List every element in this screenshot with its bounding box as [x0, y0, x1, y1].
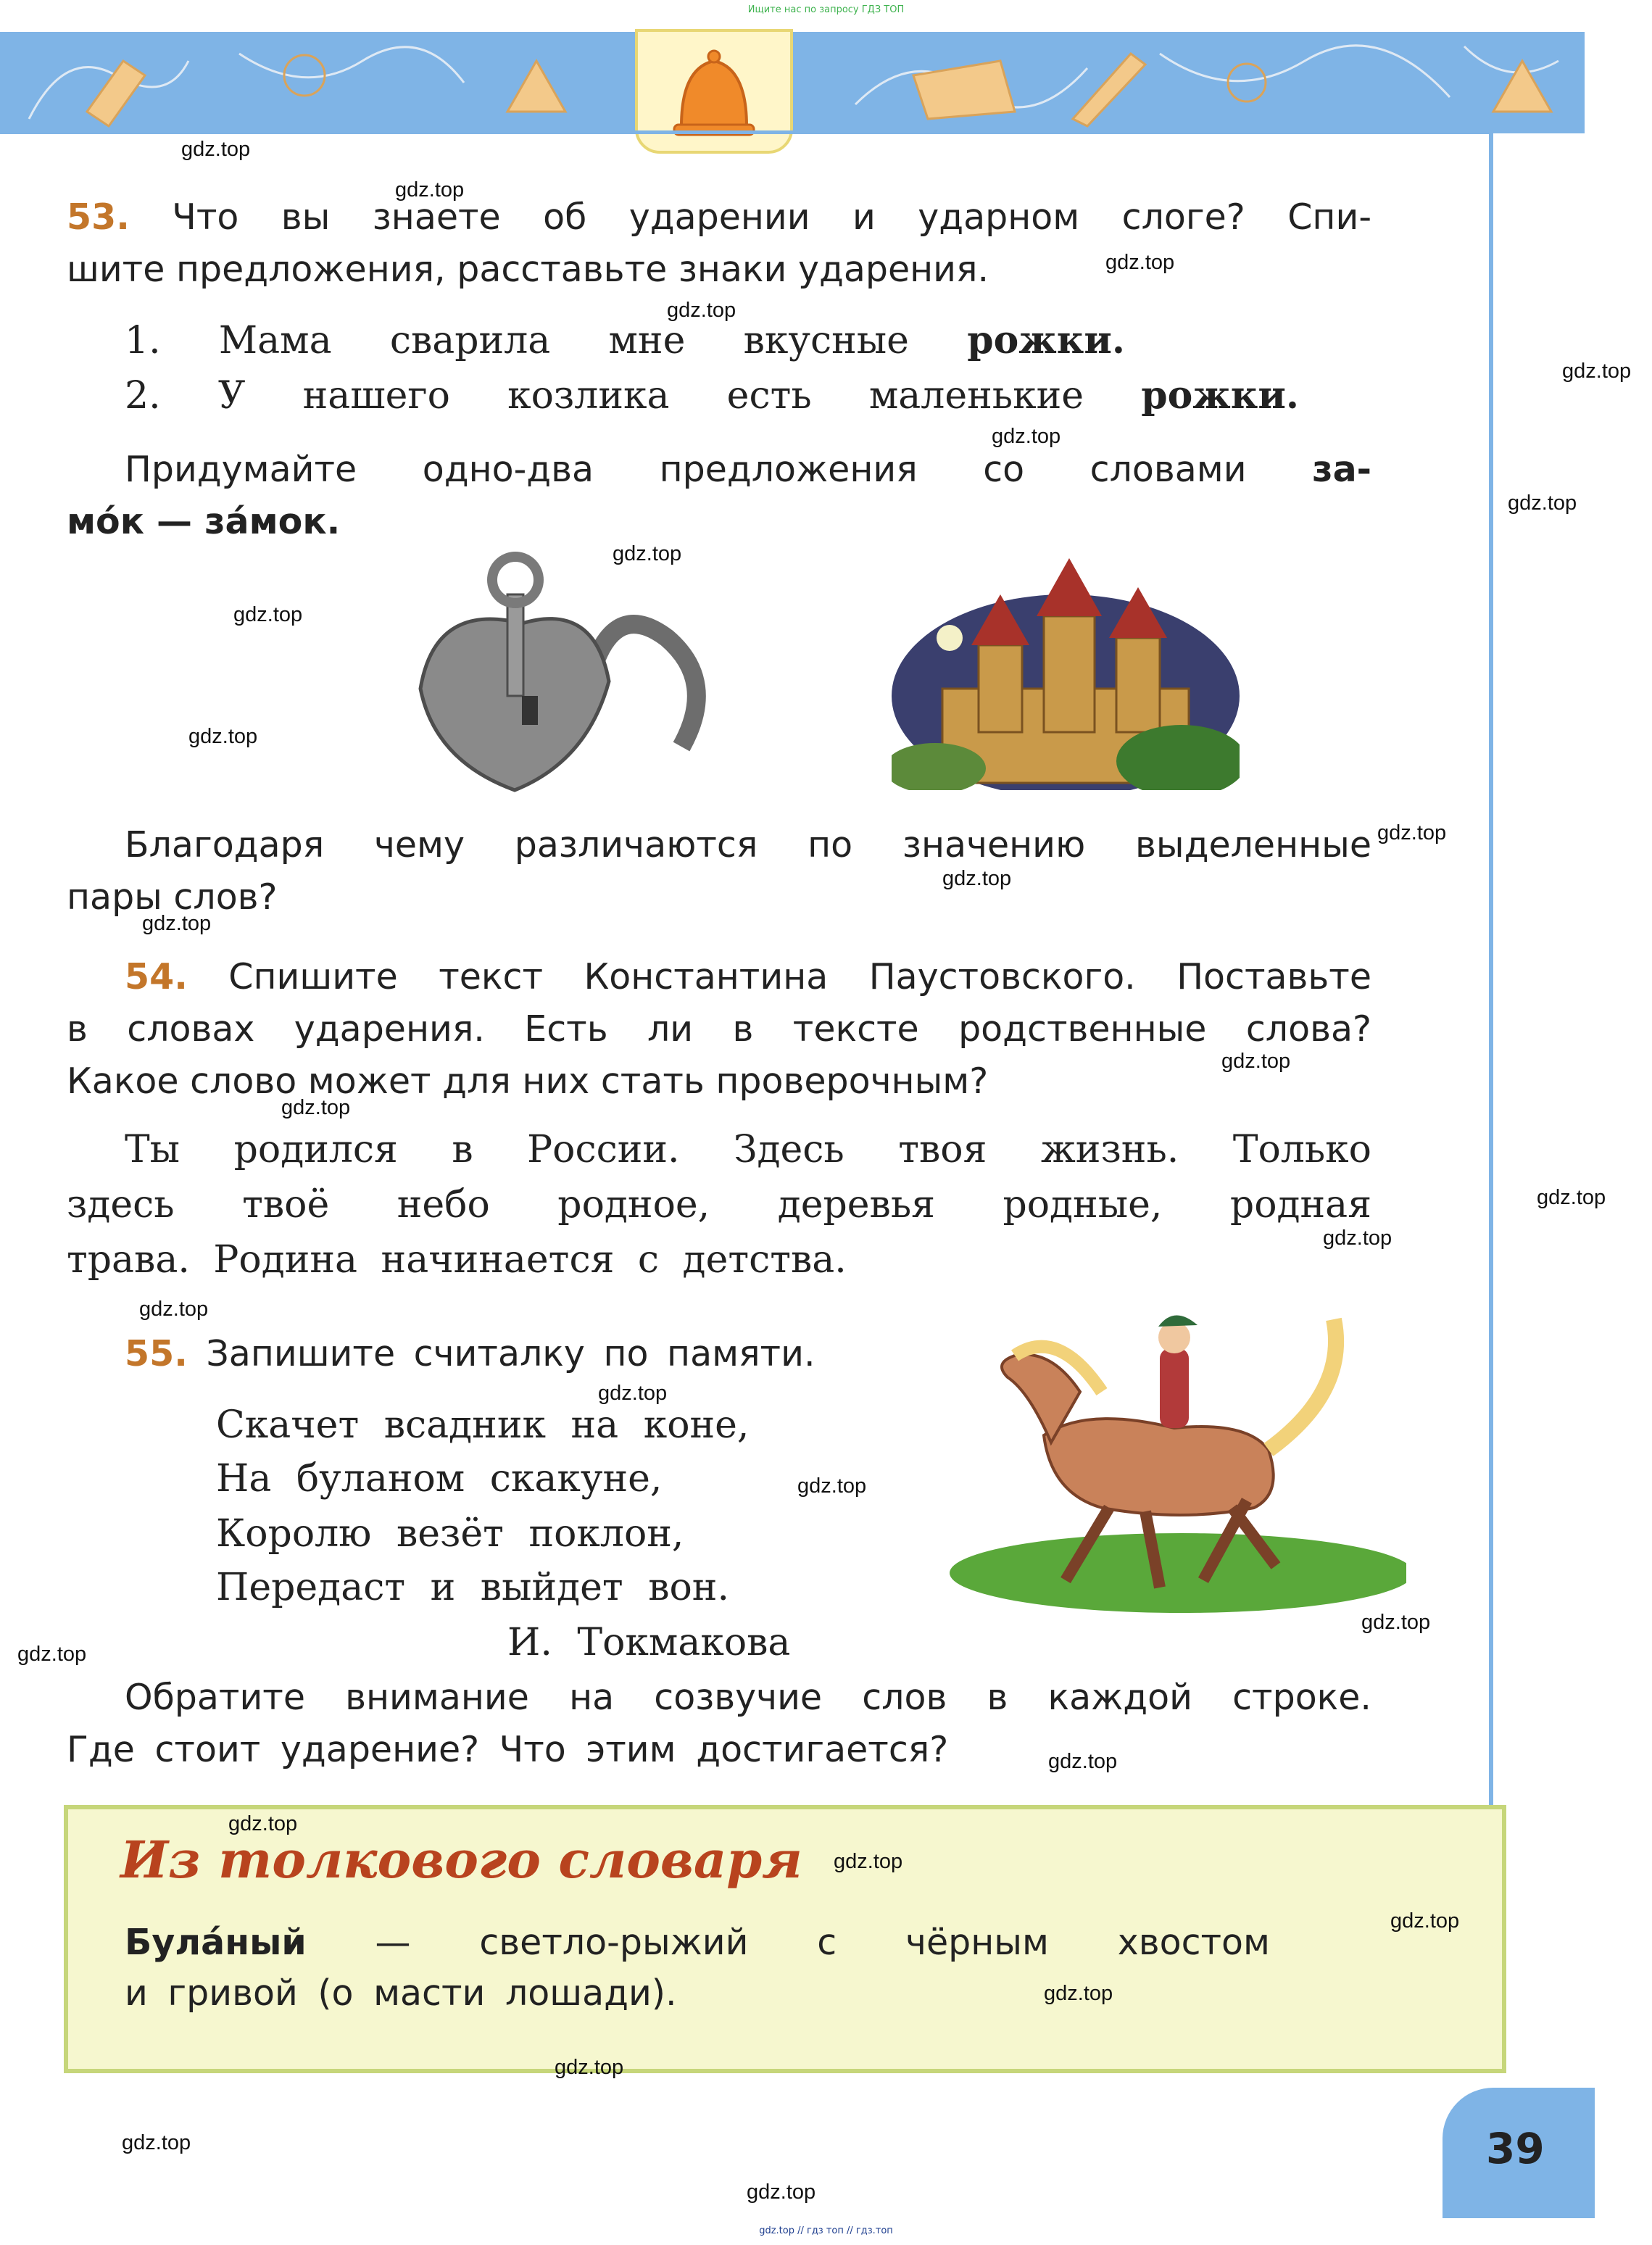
watermark: gdz.top	[1048, 1750, 1118, 1773]
ex53-task-text: Что вы знаете об ударении и ударном слоге? Спи-	[172, 196, 1371, 238]
poem-line-2: На буланом скакуне,	[216, 1457, 663, 1501]
bell-tab	[635, 29, 793, 154]
exercise-number-54: 54.	[125, 956, 188, 997]
exercise-number-53: 53.	[67, 196, 130, 238]
leaf-decoration-icon	[507, 61, 565, 112]
watermark: gdz.top	[834, 1850, 903, 1873]
page-number: 39	[1486, 2124, 1545, 2173]
poem-line-3: Королю везёт поклон,	[216, 1512, 684, 1556]
ex55-task-text: Запишите считалку по памяти.	[206, 1333, 815, 1374]
ex53-task-line1	[67, 191, 1371, 244]
horse-rider-illustration	[942, 1305, 1406, 1617]
book-decoration-icon	[913, 61, 1015, 119]
dictionary-term: Була́ный	[125, 1922, 307, 1963]
watermark: gdz.top	[139, 1298, 209, 1321]
ex53-question-line2: пары слов?	[67, 876, 278, 918]
watermark: gdz.top	[797, 1474, 867, 1498]
castle-illustration	[892, 551, 1240, 790]
poem-line-4: Передаст и выйдет вон.	[216, 1566, 729, 1609]
watermark: gdz.top	[233, 603, 303, 626]
watermark: gdz.top	[181, 138, 251, 161]
watermark: gdz.top	[1105, 251, 1175, 274]
watermark: gdz.top	[613, 542, 682, 565]
ex54-text-line3: трава. Родина начинается с детства.	[67, 1238, 847, 1282]
watermark: gdz.top	[1537, 1186, 1606, 1209]
scissors-decoration-icon	[1228, 64, 1266, 101]
ex54-task-line3: Какое слово может для них стать проверочным?	[67, 1061, 989, 1102]
ex54-text-line1: Ты родился в России. Здесь твоя жизнь. Только	[125, 1128, 1371, 1171]
ex54-text-line2: здесь твоё небо родное, деревья родные, родная	[67, 1183, 1371, 1227]
dictionary-definition-line2: и гривой (о масти лошади).	[125, 1972, 677, 2014]
ex54-task-line2: в словах ударения. Есть ли в тексте родственные слова?	[67, 1008, 1371, 1050]
pencil-decoration-icon	[1073, 54, 1145, 126]
watermark: gdz.top	[142, 912, 212, 935]
padlock-illustration	[406, 551, 739, 805]
watermark: gdz.top	[992, 425, 1061, 448]
bell-decoration-icon	[87, 61, 145, 126]
watermark: gdz.top	[1508, 491, 1577, 515]
instruction-text: Придумайте одно-два предложения со словами	[125, 449, 1313, 490]
watermark: gdz.top	[1562, 360, 1632, 383]
watermark: gdz.top	[942, 867, 1012, 890]
sentence-1-bold-word: рожки.	[967, 318, 1125, 362]
watermark: gdz.top	[1390, 1909, 1460, 1933]
dictionary-title: Из толкового словаря	[120, 1830, 802, 1890]
ex53-instruction-line2: мо́к — за́мок.	[67, 501, 341, 542]
watermark: gdz.top	[281, 1096, 351, 1119]
ex54-task-text: Спишите текст Константина Паустовского. Поставьте	[228, 956, 1371, 997]
watermark: gdz.top	[17, 1643, 87, 1666]
footer-note: gdz.top // гдз топ // гдз.топ	[759, 2225, 893, 2236]
dictionary-definition-text: — светло-рыжий с чёрным хвостом	[306, 1922, 1270, 1963]
ex54-task-line1	[125, 951, 1371, 1003]
watermark: gdz.top	[1377, 821, 1447, 845]
watermark: gdz.top	[1044, 1982, 1113, 2005]
page-border-right	[1489, 130, 1493, 1805]
sentence-2-bold-word: рожки.	[1141, 373, 1299, 418]
watermark: gdz.top	[555, 2056, 624, 2079]
watermark: gdz.top	[1323, 1227, 1392, 1250]
watermark: gdz.top	[667, 299, 736, 322]
sentence-2-text: 2. У нашего козлика есть маленькие	[125, 374, 1142, 418]
ex55-task	[125, 1328, 815, 1380]
watermark: gdz.top	[747, 2180, 816, 2204]
ex53-instruction-line1	[125, 444, 1371, 496]
ex55-question-line2: Где стоит ударение? Что этим достигается?	[67, 1729, 949, 1770]
exercise-number-55: 55.	[125, 1333, 188, 1374]
watermark: gdz.top	[1361, 1611, 1431, 1634]
instruction-bold-word: за-	[1312, 449, 1371, 490]
dictionary-definition-line1	[125, 1917, 1270, 1969]
poem-line-1: Скачет всадник на коне,	[216, 1403, 750, 1447]
watermark: gdz.top	[598, 1382, 668, 1405]
ex53-sentence-2	[125, 368, 1299, 423]
top-note: Ищите нас по запросу ГДЗ ТОП	[747, 4, 905, 15]
watermark: gdz.top	[395, 178, 465, 202]
watermark: gdz.top	[122, 2131, 191, 2154]
sentence-1-text: 1. Мама сварила мне вкусные	[125, 319, 968, 362]
ex53-sentence-1	[125, 313, 1125, 368]
watermark: gdz.top	[228, 1812, 298, 1835]
watermark: gdz.top	[188, 725, 258, 748]
ex55-question-line1: Обратите внимание на созвучие слов в каждой строке.	[125, 1677, 1371, 1718]
ex53-task-line2: шите предложения, расставьте знаки ударения.	[67, 249, 989, 290]
poem-author: И. Токмакова	[507, 1621, 791, 1664]
watermark: gdz.top	[1221, 1050, 1291, 1073]
ex53-question-line1: Благодаря чему различаются по значению выделенные	[125, 824, 1371, 866]
page-border-top	[0, 130, 1493, 134]
